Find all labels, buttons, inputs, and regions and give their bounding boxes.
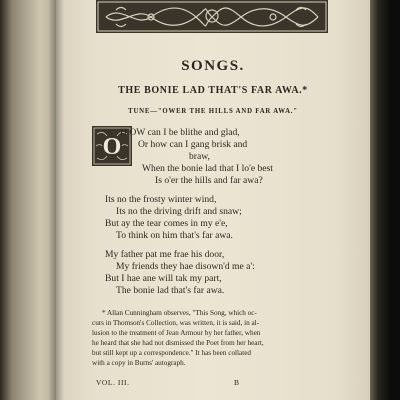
poem-line: But ay the tear comes in my e'e, [105,218,228,229]
poem-line: To think on him that's far awa. [116,230,233,241]
signature-mark: B [234,378,240,387]
book-page [56,0,370,400]
page-edge-shadow [370,0,400,400]
volume-number: VOL. III. [96,378,130,387]
poem-line: Or how can I gang brisk and [138,139,248,150]
poem-line: braw, [189,151,210,162]
footnote-line: but still kept up a correspondence." It has been collated [92,349,252,357]
poem-line: The bonie lad that's far awa. [116,285,225,296]
footnote-line: curs in Thomson's Collection, was written, it is said, in al- [92,319,260,327]
spine-shadow [48,0,64,400]
section-heading: SONGS. [181,58,245,74]
poem-line: When the bonie lad that I lo'e best [142,163,273,174]
dropcap-letter: O [102,134,122,160]
footnote-line: with a copy in Burns' autograph. [92,359,186,367]
footnote-line: lusion to the treatment of Jean Armour by her father, when [92,329,261,337]
poem-line: Its no the frosty winter wind, [105,194,217,205]
poem-line: My father pat me frae his door, [105,249,225,260]
tune-line: TUNE—"OWER THE HILLS AND FAR AWA." [128,108,298,115]
poem-line: My friends they hae disown'd me a': [116,261,255,272]
poem-line: Is o'er the hills and far awa? [155,175,263,186]
poem-line: Its no the driving drift and snaw; [116,206,242,217]
song-title: THE BONIE LAD THAT'S FAR AWA.* [118,85,308,96]
ornamental-headpiece [96,0,328,33]
footnote-line: he heard that she had not dismissed the Poet from her heart, [92,339,264,347]
poem-line: H OW can I be blithe and glad, [120,127,240,138]
footnote-line: * Allan Cunningham observes, "This Song, which oc- [102,309,257,317]
poem-line: But I hae ane will tak my part, [105,273,222,284]
